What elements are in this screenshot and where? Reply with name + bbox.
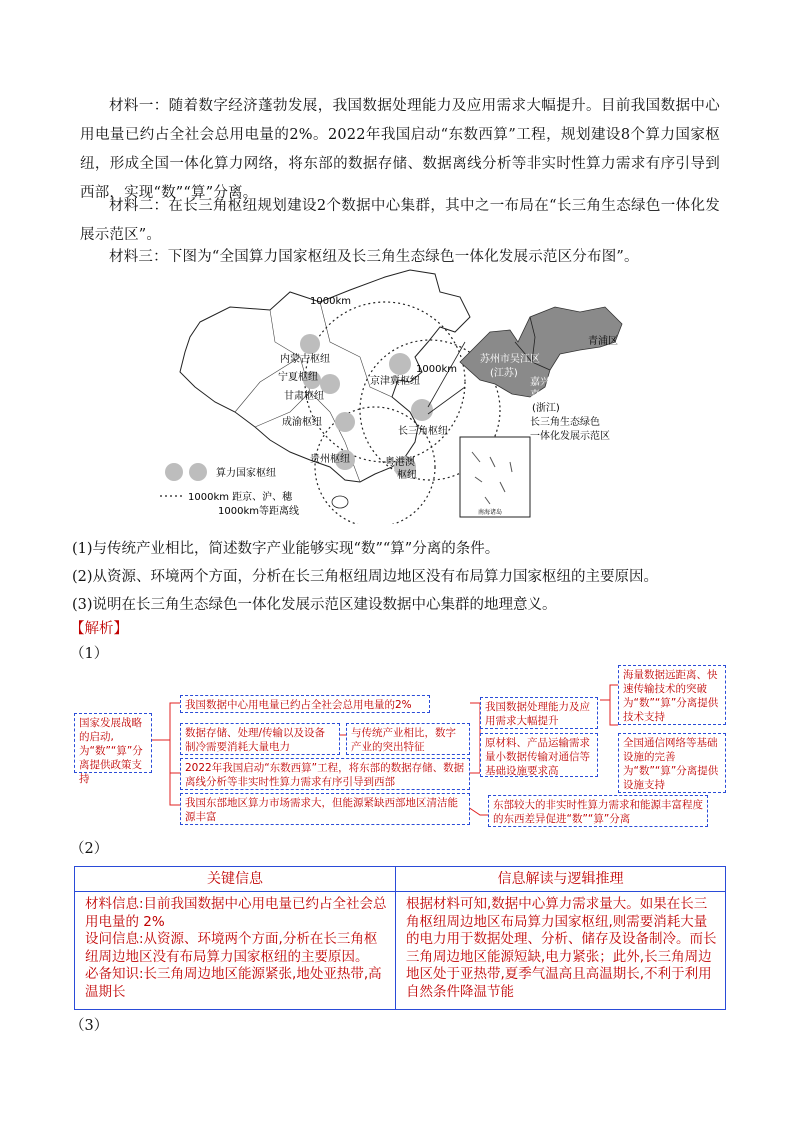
label-km-top: 1000km	[310, 296, 351, 307]
question-1: (1)与传统产业相比，简述数字产业能够实现“数”“算”分离的条件。	[72, 541, 500, 557]
table-header-interpretation: 信息解读与逻辑推理	[396, 867, 726, 892]
label-inset: 南海诸岛	[478, 509, 503, 516]
flow-box-demand: 我国数据处理能力及应用需求大幅提升	[480, 697, 598, 729]
part-label-2: （2）	[70, 841, 109, 857]
hub-neimenggu	[300, 334, 320, 354]
zoom-line-2	[428, 387, 465, 414]
flow-box-digital-features: 与传统产业相比，数字产业的突出特征	[346, 723, 470, 755]
material-1: 材料一：随着数字经济蓬勃发展，我国数据处理能力及应用需求大幅提升。目前我国数据中心用电量已约占全社会总用电量的2%。2022年我国启动“东数西算”工程，规划建设8个算力国家枢纽，形成全国一体化算力网络，将东部的数据存储、数据离线分析等非实时性算力需求有序引导到西部，实现“数”“算”分离。	[80, 98, 720, 201]
material-3: 材料三：下图为“全国算力国家枢纽及长三角生态绿色一体化发展示范区分布图”。	[109, 249, 639, 265]
flowchart	[70, 665, 730, 833]
hainan-island	[332, 496, 348, 508]
question-2: (2)从资源、环境两个方面，分析在长三角枢纽周边地区没有布局算力国家枢纽的主要原因。	[72, 569, 659, 585]
label-demo-2: 一体化发展示范区	[530, 431, 610, 442]
question-3: (3)说明在长三角生态绿色一体化发展示范区建设数据中心集群的地理意义。	[72, 597, 557, 613]
map-svg	[160, 262, 640, 524]
table-row	[75, 892, 726, 1010]
label-chengyu: 成渝枢纽	[282, 417, 322, 428]
table-cell-interpretation: 根据材料可知,数据中心算力需求量大。如果在长三角枢纽周边地区布局算力国家枢纽,则需要消耗大量的电力用于数据处理、分析、储存及设备制冷。而长三角周边地区能源短缺,电力紧张；此外,长三角周边地区处于亚热带,夏季气温高且高温期长,不利于利用自然条件降温节能	[396, 892, 726, 1010]
flow-box-facility-support: 全国通信网络等基础设施的完善为“数”“算”分离提供设施支持	[618, 733, 726, 793]
label-qingpu: 青浦区	[588, 336, 618, 347]
label-gansu: 甘肃枢纽	[284, 391, 324, 402]
label-jiangsu: (江苏)	[490, 368, 518, 379]
analysis-title: 【解析】	[70, 621, 128, 637]
label-suzhou: 苏州市吴江区	[480, 354, 540, 365]
label-jingjinji: 京津冀枢纽	[370, 376, 420, 387]
label-km-right: 1000km	[416, 364, 457, 375]
legend-hub-circle-2	[189, 463, 207, 481]
label-changsanjiao: 长三角枢纽	[398, 426, 448, 437]
flow-box-power-share: 我国数据中心用电量已约占全社会总用电量的2%	[180, 695, 430, 713]
label-shanghai: (上海)	[558, 354, 586, 365]
label-jiaxing-1: 嘉兴市	[530, 377, 560, 388]
flow-box-tech-support: 海量数据远距离、快速传输技术的突破为“数”“算”分离提供技术支持	[618, 665, 726, 725]
flow-box-east-data-west: 2022年我国启动“东数西算”工程，将东部的数据存储、数据离线分析等非实时性算力需求有序引导到西部	[180, 758, 470, 790]
label-zhejiang: (浙江)	[532, 403, 560, 414]
label-jiaxing-2: 嘉兴县	[530, 390, 560, 401]
label-legend-line-2: 1000km等距离线	[218, 506, 299, 517]
map-figure	[160, 262, 640, 524]
table-cell-key-info: 材料信息:目前我国数据中心用电量已约占全社会总用电量的 2% 设问信息:从资源、环境两个方面,分析在长三角枢纽周边地区没有布局算力国家枢纽的主要原因。 必备知识:长三角周边地区能源紧张,地处亚热带,高温期长	[75, 892, 396, 1010]
part-label-1: （1）	[70, 646, 109, 662]
label-legend-hub: 算力国家枢纽	[216, 468, 276, 479]
label-yuegangao-2: 枢纽	[397, 470, 417, 481]
flow-box-infrastructure-req: 原材料、产品运输需求量小数据传输对通信等基础设施要求高	[480, 733, 598, 777]
flow-box-policy: 国家发展战略的启动,为“数”“算”分离提供政策支持	[74, 713, 152, 773]
material-2: 材料二：在长三角枢纽规划建设2个数据中心集群，其中之一布局在“长三角生态绿色一体化发展示范区”。	[80, 198, 720, 243]
hub-chengyu	[335, 412, 355, 432]
flow-box-east-west-diff: 东部较大的非实时性算力需求和能源丰富程度的东西差异促进“数”“算”分离	[488, 795, 708, 827]
label-legend-line-1: 1000km 距京、沪、穗	[188, 492, 293, 503]
analysis-table	[74, 866, 726, 1010]
label-yuegangao-1: 粤港澳	[385, 457, 415, 468]
flow-box-east-west-energy: 我国东部地区算力市场需求大，但能源紧缺西部地区清洁能源丰富	[180, 793, 470, 825]
inset-box	[460, 437, 530, 517]
legend-hub-circle-1	[165, 463, 183, 481]
label-neimenggu: 内蒙古枢纽	[280, 354, 330, 365]
part-label-3: （3）	[70, 1018, 109, 1034]
table-header-row	[75, 867, 726, 892]
hub-changsanjiao	[411, 399, 433, 421]
flow-box-power-consumption: 数据存储、处理/传输以及设备制冷需要消耗大量电力	[180, 723, 340, 755]
table-header-key-info: 关键信息	[75, 867, 396, 892]
label-ningxia: 宁夏枢纽	[278, 372, 318, 383]
hub-jingjinji	[389, 353, 411, 375]
label-guizhou: 贵州枢纽	[310, 454, 350, 465]
label-demo-1: 长三角生态绿色	[530, 417, 600, 428]
